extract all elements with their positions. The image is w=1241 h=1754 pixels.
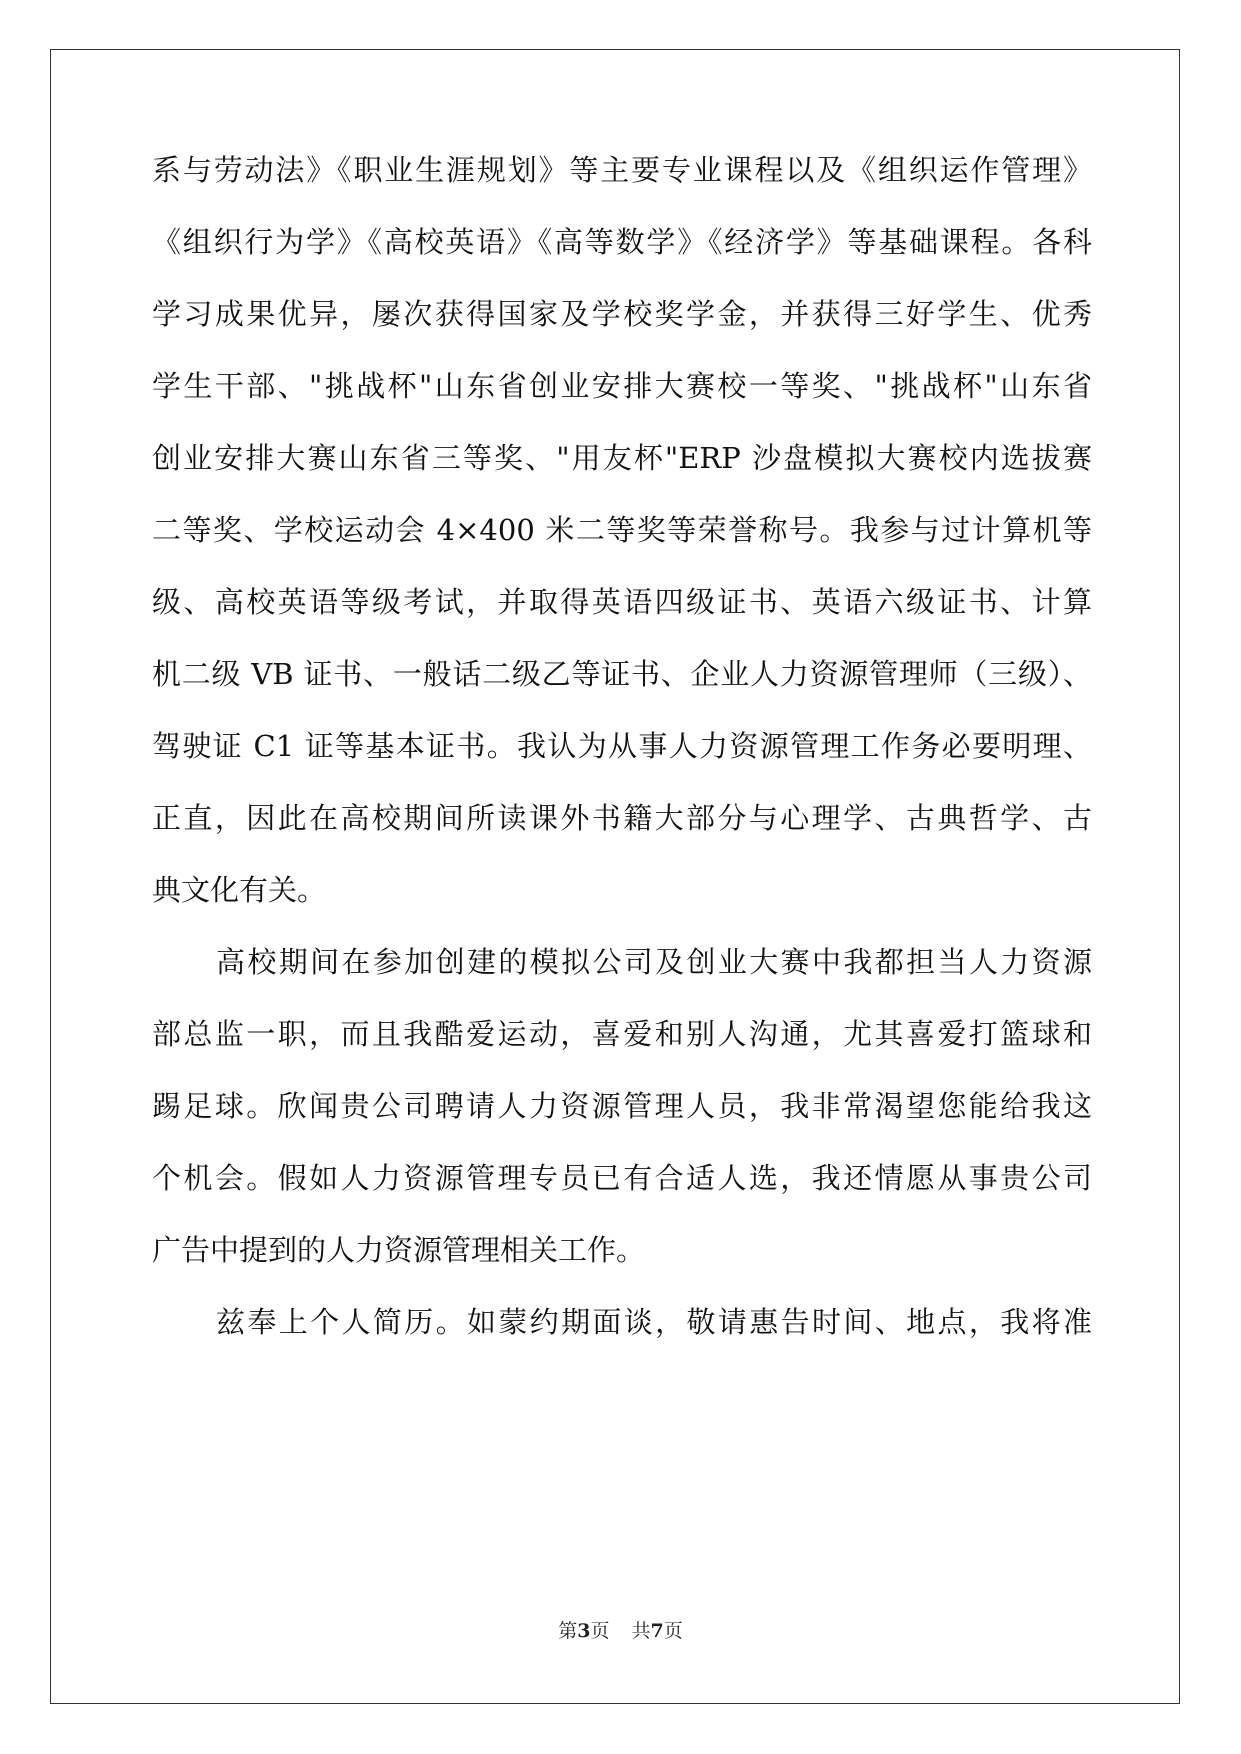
text-line-1: 系与劳动法》《职业生涯规划》等主要专业课程以及《组织运作管理》 xyxy=(152,153,1092,187)
text-line-4: 学生干部、"挑战杯"山东省创业安排大赛校一等奖、"挑战杯"山东省 xyxy=(152,369,1092,403)
text-line-11: 典文化有关。 xyxy=(152,873,327,907)
text-line-8: 机二级 VB 证书、一般话二级乙等证书、企业人力资源管理师（三级）、 xyxy=(152,657,1092,691)
page-prefix: 第 xyxy=(558,1620,578,1642)
text-line-5: 创业安排大赛山东省三等奖、"用友杯"ERP 沙盘模拟大赛校内选拔赛 xyxy=(152,441,1092,475)
total-unit: 页 xyxy=(663,1620,683,1642)
text-line-6: 二等奖、学校运动会 4×400 米二等奖等荣誉称号。我参与过计算机等 xyxy=(152,513,1092,547)
page-total: 7 xyxy=(650,1620,664,1642)
total-prefix: 共 xyxy=(631,1620,651,1642)
text-line-10: 正直，因此在高校期间所读课外书籍大部分与心理学、古典哲学、古 xyxy=(152,801,1092,835)
text-line-17: 兹奉上个人简历。如蒙约期面谈，敬请惠告时间、地点，我将准 xyxy=(216,1305,1092,1339)
page-unit: 页 xyxy=(590,1620,610,1642)
text-line-3: 学习成果优异，屡次获得国家及学校奖学金，并获得三好学生、优秀 xyxy=(152,297,1092,331)
text-line-12: 高校期间在参加创建的模拟公司及创业大赛中我都担当人力资源 xyxy=(216,945,1092,979)
text-line-7: 级、高校英语等级考试，并取得英语四级证书、英语六级证书、计算 xyxy=(152,585,1092,619)
text-line-13: 部总监一职，而且我酷爱运动，喜爱和别人沟通，尤其喜爱打篮球和 xyxy=(152,1017,1092,1051)
text-line-2: 《组织行为学》《高校英语》《高等数学》《经济学》等基础课程。各科 xyxy=(152,225,1092,259)
page-footer xyxy=(0,1618,1241,1644)
text-line-14: 踢足球。欣闻贵公司聘请人力资源管理人员，我非常渴望您能给我这 xyxy=(152,1089,1092,1123)
text-line-16: 广告中提到的人力资源管理相关工作。 xyxy=(152,1233,646,1267)
text-line-15: 个机会。假如人力资源管理专员已有合适人选，我还情愿从事贵公司 xyxy=(152,1161,1092,1195)
text-line-9: 驾驶证 C1 证等基本证书。我认为从事人力资源管理工作务必要明理、 xyxy=(152,729,1092,763)
page-current: 3 xyxy=(577,1620,591,1642)
